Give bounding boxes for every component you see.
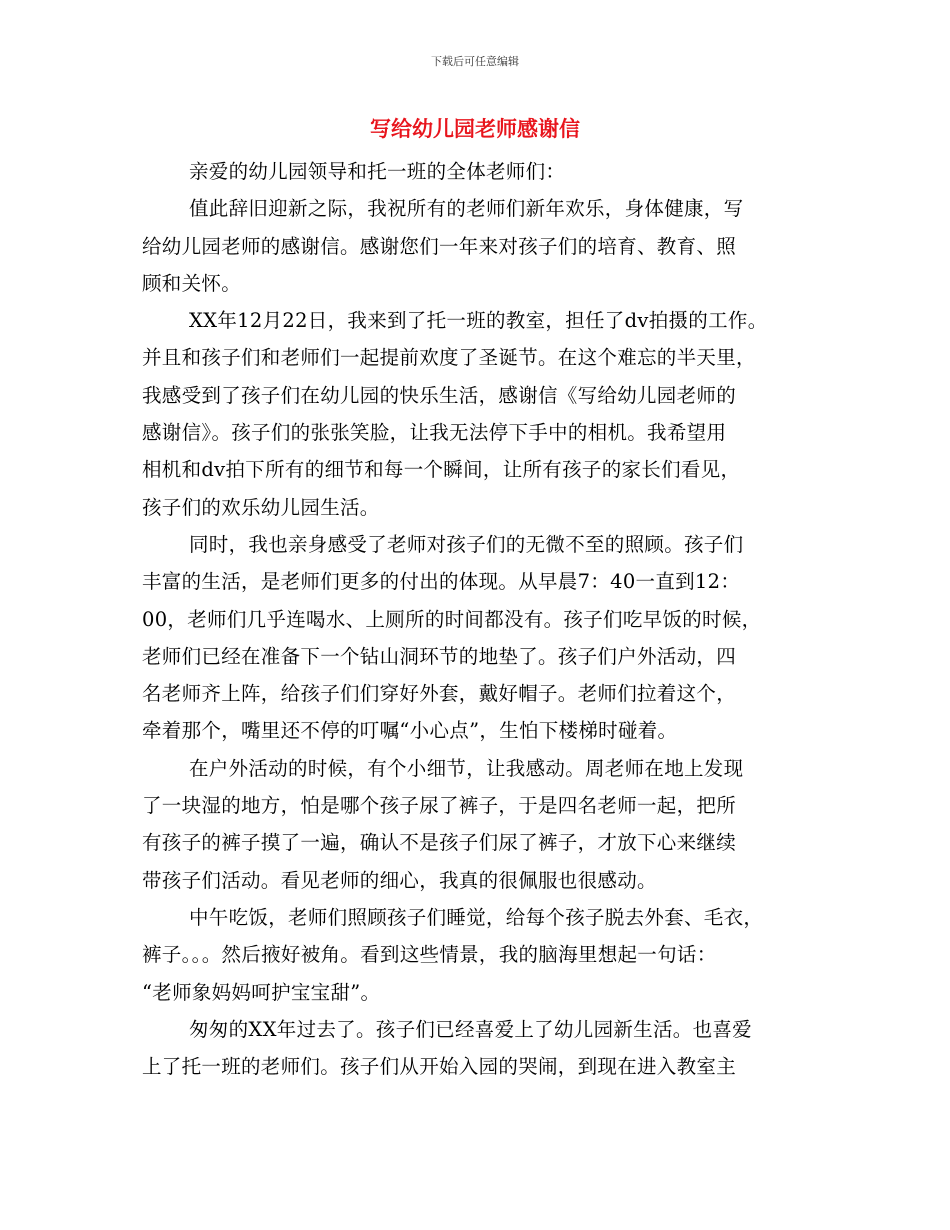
text-line: 同时，我也亲身感受了老师对孩子们的无微不至的照顾。孩子们: [189, 532, 744, 556]
header-note: 下载后可任意编辑: [431, 55, 519, 68]
text-line: 00，老师们几乎连喝水、上厕所的时间都没有。孩子们吃早饭的时候，: [142, 607, 762, 631]
text-line: 裤子。。。然后掖好被角。看到这些情景，我的脑海里想起一句话：: [142, 943, 717, 967]
text-line: 匆匆的XX年过去了。孩子们已经喜爱上了幼儿园新生活。也喜爱: [189, 1017, 752, 1041]
text-line: 名老师齐上阵，给孩子们们穿好外套，戴好帽子。老师们拉着这个，: [142, 682, 737, 706]
text-line: 上了托一班的老师们。孩子们从开始入园的哭闹，到现在进入教室主: [142, 1055, 737, 1079]
document-body: [142, 153, 802, 1085]
text-line: 老师们已经在准备下一个钻山洞环节的地垫了。孩子们户外活动，四: [142, 644, 737, 668]
text-line: 丰富的生活，是老师们更多的付出的体现。从早晨7：40一直到12：: [142, 570, 741, 594]
text-line: 孩子们的欢乐幼儿园生活。: [142, 495, 380, 519]
text-line: 有孩子的裤子摸了一遍，确认不是孩子们尿了裤子，才放下心来继续: [142, 831, 737, 855]
text-line: 带孩子们活动。看见老师的细心，我真的很佩服也很感动。: [142, 868, 657, 892]
text-line: XX年12月22日，我来到了托一班的教室，担任了dv拍摄的工作。: [189, 309, 768, 333]
text-line: 中午吃饭，老师们照顾孩子们睡觉，给每个孩子脱去外套、毛衣，: [189, 905, 764, 929]
text-line: 并且和孩子们和老师们一起提前欢度了圣诞节。在这个难忘的半天里，: [142, 346, 756, 370]
salutation-line: 亲爱的幼儿园领导和托一班的全体老师们：: [189, 160, 566, 183]
text-line: 了一块湿的地方，怕是哪个孩子尿了裤子，于是四名老师一起，把所: [142, 794, 737, 818]
text-line: 值此辞旧迎新之际，我祝所有的老师们新年欢乐，身体健康，写: [189, 197, 744, 221]
text-line: 感谢信》。孩子们的张张笑脸，让我无法停下手中的相机。我希望用: [142, 421, 727, 445]
text-line: 相机和dv拍下所有的细节和每一个瞬间，让所有孩子的家长们看见，: [142, 458, 741, 482]
text-line: “老师象妈妈呵护宝宝甜”。: [142, 980, 381, 1004]
text-line: 给幼儿园老师的感谢信。感谢您们一年来对孩子们的培育、教育、照: [142, 234, 737, 258]
document-title: 写给幼儿园老师感谢信: [370, 116, 580, 141]
text-line: 我感受到了孩子们在幼儿园的快乐生活，感谢信《写给幼儿园老师的: [142, 383, 737, 407]
text-line: 顾和关怀。: [142, 271, 242, 295]
text-line: 牵着那个，嘴里还不停的叮嘱“小心点”，生怕下楼梯时碰着。: [142, 719, 678, 743]
text-line: 在户外活动的时候，有个小细节，让我感动。周老师在地上发现: [189, 756, 744, 780]
